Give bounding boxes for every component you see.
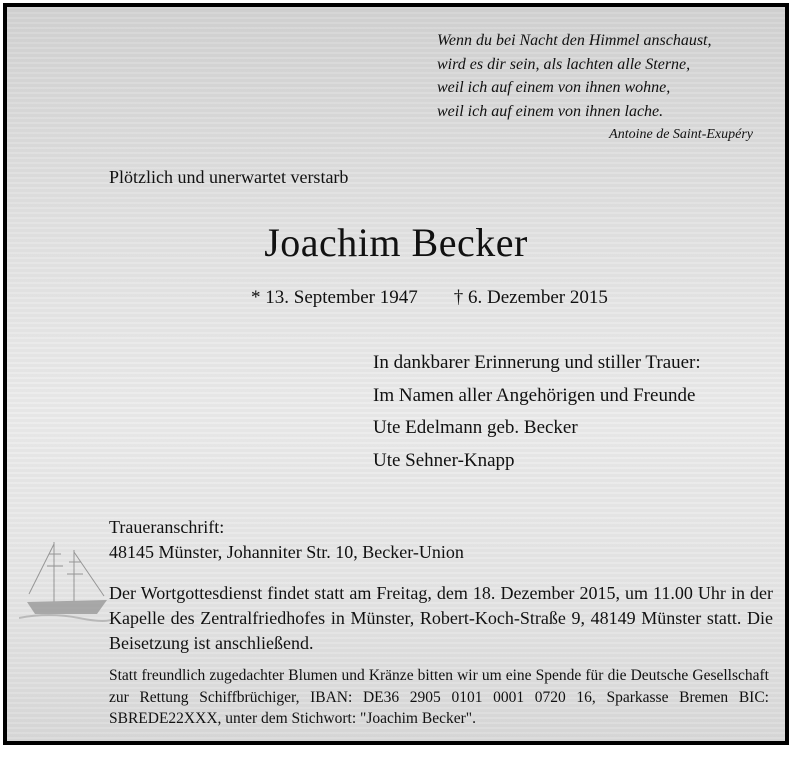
quote-line: wird es dir sein, als lachten alle Sterne, <box>437 55 691 73</box>
deceased-name: Joachim Becker <box>264 220 528 265</box>
quote-author: Antoine de Saint-Exupéry <box>609 127 753 142</box>
mourners-line: In dankbarer Erinnerung und stiller Trauer: <box>373 352 701 373</box>
intro-text: Plötzlich und unerwartet verstarb <box>109 167 349 187</box>
life-dates <box>251 287 608 309</box>
donation-text: Statt freundlich zugedachter Blumen und Kränze bitten wir um eine Spende für die Deutsche Gesellschaft zur Rettung Schiffbrüchiger, IBAN: DE36 2905 0101 0001 0720 16, Sparkasse Bremen BIC: SBREDE22XXX, unter dem Stichwort: "Joachim Becker". <box>109 667 769 727</box>
birth-date: * 13. September 1947 <box>251 287 418 308</box>
mourners-line: Ute Sehner-Knapp <box>373 449 515 471</box>
obituary-notice <box>3 3 789 745</box>
mourners-block <box>373 347 701 477</box>
mourners-line: Im Namen aller Angehörigen und Freunde <box>373 384 696 406</box>
quote <box>437 29 767 123</box>
address-block <box>109 515 464 565</box>
address-label: Traueranschrift: <box>109 517 225 537</box>
mourners-line: Ute Edelmann geb. Becker <box>373 417 578 438</box>
quote-line: weil ich auf einem von ihnen lache. <box>437 102 664 120</box>
address-line: 48145 Münster, Johanniter Str. 10, Becker-Union <box>109 542 464 562</box>
ship-illustration <box>19 532 114 632</box>
death-date: † 6. Dezember 2015 <box>453 287 608 308</box>
quote-line: weil ich auf einem von ihnen wohne, <box>437 79 671 96</box>
quote-line: Wenn du bei Nacht den Himmel anschaust, <box>437 32 712 49</box>
service-text: Der Wortgottesdienst findet statt am Freitag, dem 18. Dezember 2015, um 11.00 Uhr in der Kapelle des Zentralfriedhofes in Münster, Robert-Koch-Straße 9, 48149 Münster statt. Die Beisetzung ist anschließend. <box>109 583 773 653</box>
